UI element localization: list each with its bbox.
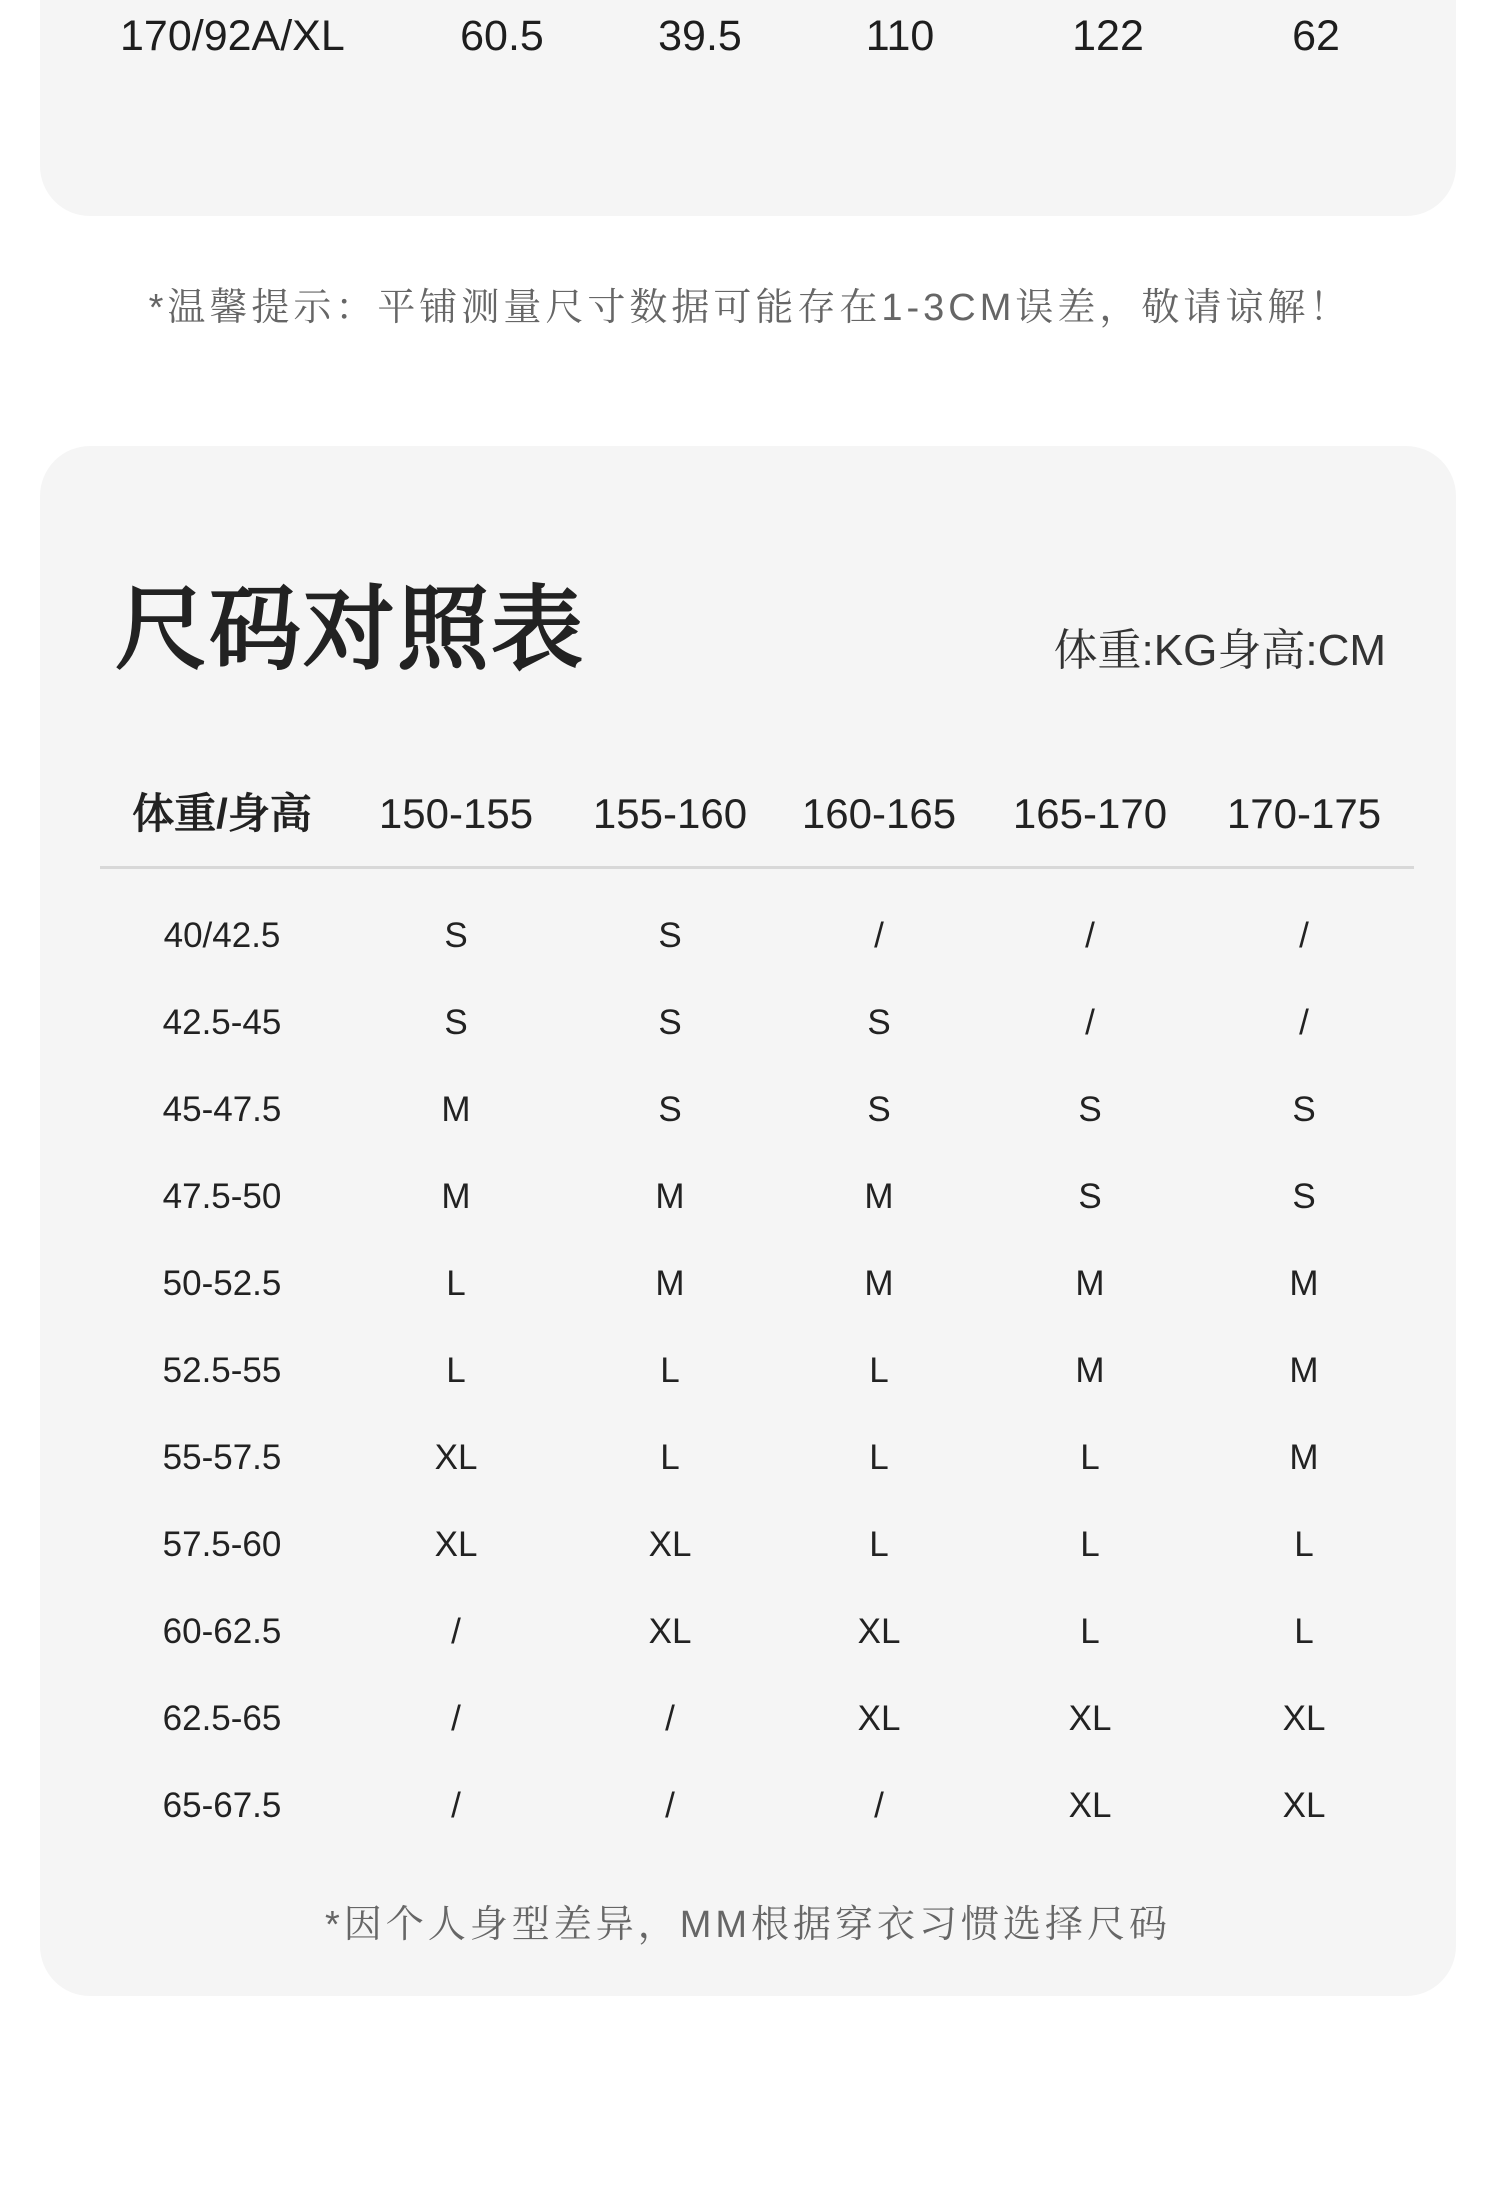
table-row <box>40 1327 1456 1414</box>
table-row <box>40 1675 1456 1762</box>
size-cell: L <box>869 1351 889 1390</box>
size-cell: / <box>1299 916 1309 955</box>
size-cell: / <box>874 1786 884 1825</box>
size-cell: / <box>665 1699 675 1738</box>
table-row <box>40 0 1456 72</box>
size-cell: XL <box>648 1612 692 1651</box>
size-cell: / <box>1299 1003 1309 1042</box>
weight-range-cell: 65-67.5 <box>162 1786 282 1825</box>
size-cell: M <box>864 1177 894 1216</box>
table-row <box>40 892 1456 979</box>
header-divider <box>100 866 1414 869</box>
size-cell: M <box>1289 1438 1319 1477</box>
size-cell: / <box>451 1786 461 1825</box>
size-cell: XL <box>434 1438 478 1477</box>
size-cell: L <box>1294 1612 1314 1651</box>
unit-label: 体重:KG身高:CM <box>1053 626 1386 675</box>
weight-range-cell: 42.5-45 <box>162 1003 282 1042</box>
page-title: 尺码对照表 <box>115 579 586 681</box>
size-cell: L <box>869 1438 889 1477</box>
header-cell: 165-170 <box>1012 790 1168 837</box>
size-cell: XL <box>857 1612 901 1651</box>
size-cell: S <box>658 1003 682 1042</box>
table-row <box>40 1153 1456 1240</box>
size-cell: M <box>1289 1264 1319 1303</box>
size-cell: M <box>1289 1351 1319 1390</box>
size-cell: S <box>867 1003 891 1042</box>
size-cell: M <box>1075 1264 1105 1303</box>
size-cell: / <box>451 1699 461 1738</box>
previous-size-table-card <box>40 0 1456 216</box>
size-cell: S <box>1078 1090 1102 1129</box>
table-row <box>40 1066 1456 1153</box>
size-cell: S <box>1292 1090 1316 1129</box>
weight-range-cell: 52.5-55 <box>162 1351 282 1390</box>
size-cell: L <box>1080 1525 1100 1564</box>
size-cell: XL <box>1068 1699 1112 1738</box>
table-cell: 39.5 <box>658 12 742 60</box>
size-cell: L <box>869 1525 889 1564</box>
weight-range-cell: 62.5-65 <box>162 1699 282 1738</box>
size-cell: S <box>444 916 468 955</box>
weight-range-cell: 55-57.5 <box>162 1438 282 1477</box>
size-cell: / <box>1085 1003 1095 1042</box>
header-cell: 150-155 <box>378 790 534 837</box>
size-cell: M <box>1075 1351 1105 1390</box>
size-cell: XL <box>1282 1786 1326 1825</box>
size-cell: S <box>867 1090 891 1129</box>
size-cell: L <box>446 1351 466 1390</box>
header-cell: 160-165 <box>801 790 957 837</box>
size-cell: M <box>864 1264 894 1303</box>
size-cell: M <box>655 1264 685 1303</box>
size-cell: M <box>441 1177 471 1216</box>
size-cell: S <box>444 1003 468 1042</box>
header-cell: 155-160 <box>592 790 748 837</box>
size-cell: S <box>658 916 682 955</box>
size-cell: S <box>1292 1177 1316 1216</box>
table-row <box>40 1588 1456 1675</box>
table-cell: 122 <box>1072 12 1144 60</box>
size-cell: L <box>1294 1525 1314 1564</box>
size-cell: S <box>1078 1177 1102 1216</box>
size-cell: L <box>660 1351 680 1390</box>
size-cell: XL <box>434 1525 478 1564</box>
size-cell: / <box>1085 916 1095 955</box>
size-cell: / <box>874 916 884 955</box>
table-cell: 62 <box>1292 12 1340 60</box>
fit-note: *因个人身型差异，MM根据穿衣习惯选择尺码 <box>324 1904 1172 1946</box>
size-cell: L <box>446 1264 466 1303</box>
header-cell: 体重/身高 <box>132 790 312 837</box>
size-chart-card <box>40 446 1456 1996</box>
size-cell: L <box>1080 1612 1100 1651</box>
size-cell: L <box>1080 1438 1100 1477</box>
size-cell: / <box>451 1612 461 1651</box>
table-cell: 170/92A/XL <box>120 12 345 60</box>
table-row <box>40 1762 1456 1849</box>
table-row <box>40 1240 1456 1327</box>
table-cell: 110 <box>865 12 935 60</box>
header-cell: 170-175 <box>1226 790 1382 837</box>
weight-range-cell: 40/42.5 <box>163 916 281 955</box>
size-cell: XL <box>648 1525 692 1564</box>
table-cell: 60.5 <box>460 12 544 60</box>
size-cell: M <box>655 1177 685 1216</box>
table-row <box>40 1414 1456 1501</box>
weight-range-cell: 47.5-50 <box>162 1177 282 1216</box>
size-cell: M <box>441 1090 471 1129</box>
weight-range-cell: 50-52.5 <box>162 1264 282 1303</box>
size-cell: XL <box>1068 1786 1112 1825</box>
table-row <box>40 1501 1456 1588</box>
size-cell: / <box>665 1786 675 1825</box>
weight-range-cell: 45-47.5 <box>162 1090 282 1129</box>
size-cell: XL <box>1282 1699 1326 1738</box>
measurement-note: *温馨提示：平铺测量尺寸数据可能存在1-3CM误差，敬请谅解！ <box>148 287 1352 329</box>
size-cell: L <box>660 1438 680 1477</box>
weight-range-cell: 60-62.5 <box>162 1612 282 1651</box>
weight-range-cell: 57.5-60 <box>162 1525 282 1564</box>
size-cell: S <box>658 1090 682 1129</box>
table-row <box>40 979 1456 1066</box>
size-cell: XL <box>857 1699 901 1738</box>
